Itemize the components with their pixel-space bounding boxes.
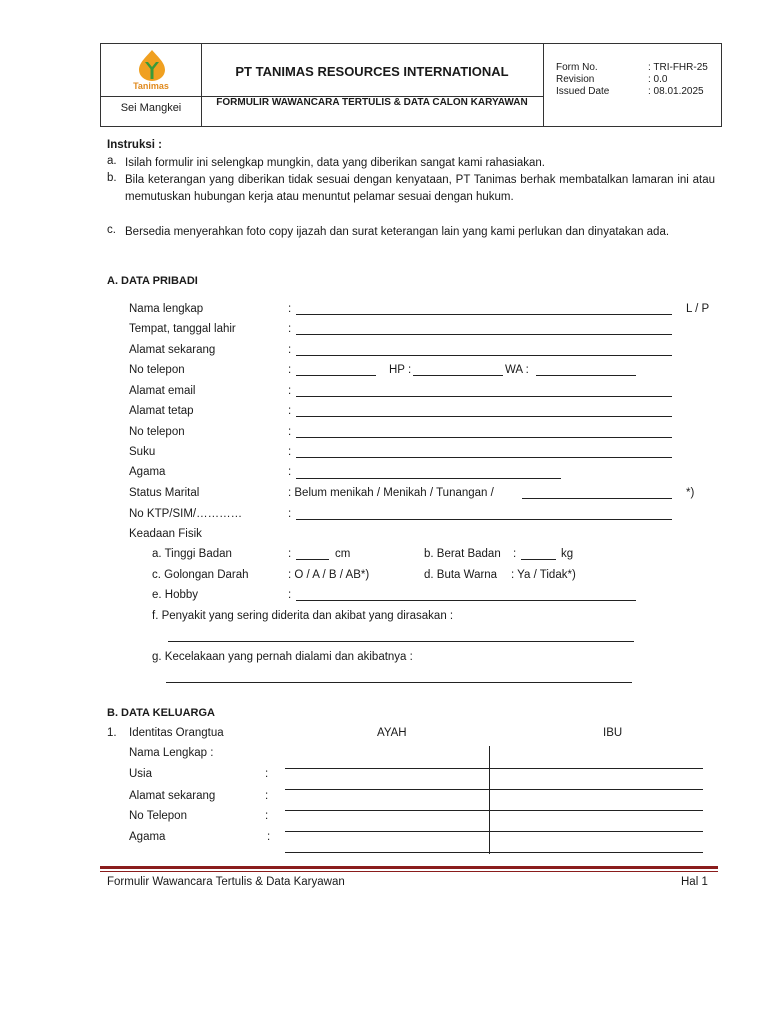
section-a-title: A. DATA PRIBADI — [107, 275, 198, 287]
accident-line[interactable] — [166, 682, 632, 683]
table-row-line[interactable] — [285, 768, 703, 769]
hp-line[interactable] — [413, 375, 503, 376]
field-colon: : — [513, 548, 517, 560]
instruction-text: Bila keterangan yang diberikan tidak sesuai dengan kenyataan, PT Tanimas berhak membatalkan lamaran ini atau memutuskan hubungan kerja atau menuntut pelamar sesuai dengan hukum. — [125, 174, 715, 203]
field-colon: : — [288, 405, 292, 417]
wa-line[interactable] — [536, 375, 636, 376]
field-colon: : — [288, 446, 292, 458]
instruction-letter: c. — [107, 224, 116, 236]
marital-other-line[interactable] — [522, 498, 672, 499]
weight-line[interactable] — [521, 559, 556, 560]
row-label-no-telepon: No Telepon — [129, 810, 187, 822]
field-label-tempat-tanggal-lahir: Tempat, tanggal lahir — [129, 323, 236, 335]
field-colon: : — [265, 810, 269, 822]
meta-value: : TRI-FHR-25 — [648, 62, 708, 73]
row-label-usia: Usia — [129, 768, 153, 780]
no-telepon-2-line[interactable] — [296, 437, 672, 438]
column-header-ibu: IBU — [603, 727, 623, 739]
field-label-alamat-tetap: Alamat tetap — [129, 405, 194, 417]
footer-rule — [100, 871, 718, 872]
instructions-title: Instruksi : — [107, 139, 162, 151]
meta-key: Revision — [556, 74, 595, 85]
alamat-email-line[interactable] — [296, 396, 672, 397]
parents-identity-label: Identitas Orangtua — [129, 727, 224, 739]
disease-line[interactable] — [168, 641, 634, 642]
row-label-alamat-sekarang: Alamat sekarang — [129, 790, 216, 802]
wa-label: WA : — [505, 364, 529, 376]
field-colon: : — [265, 790, 269, 802]
site-name: Sei Mangkei — [120, 102, 182, 114]
company-name: PT TANIMAS RESOURCES INTERNATIONAL — [235, 64, 509, 79]
hobby-line[interactable] — [296, 600, 636, 601]
accident-label: g. Kecelakaan yang pernah dialami dan akibatnya : — [152, 651, 413, 663]
meta-key: Form No. — [556, 62, 598, 73]
table-row-line[interactable] — [285, 810, 703, 811]
field-label-alamat-email: Alamat email — [129, 385, 196, 397]
instruction-letter: a. — [107, 155, 117, 167]
section-b-title: B. DATA KELUARGA — [107, 707, 215, 719]
meta-key: Issued Date — [556, 86, 610, 97]
instruction-letter: b. — [107, 172, 117, 184]
field-label-status-marital: Status Marital — [129, 487, 200, 499]
field-label-alamat-sekarang: Alamat sekarang — [129, 344, 216, 356]
field-label-agama: Agama — [129, 466, 166, 478]
height-unit: cm — [335, 548, 351, 560]
footnote-mark: *) — [686, 487, 695, 499]
field-colon: : — [288, 344, 292, 356]
suku-line[interactable] — [296, 457, 672, 458]
color-blind-options[interactable]: : Ya / Tidak*) — [511, 569, 576, 581]
field-label-nama-lengkap: Nama lengkap — [129, 303, 204, 315]
field-colon: : — [267, 831, 271, 843]
footer-rule — [100, 866, 718, 869]
weight-unit: kg — [561, 548, 574, 560]
height-line[interactable] — [296, 559, 329, 560]
item-number: 1. — [107, 727, 117, 739]
blood-type-label: c. Golongan Darah — [152, 569, 249, 581]
field-colon: : — [288, 364, 292, 376]
blood-type-options[interactable]: : O / A / B / AB*) — [288, 569, 370, 581]
height-label: a. Tinggi Badan — [152, 548, 232, 560]
table-row-line[interactable] — [285, 831, 703, 832]
field-colon: : — [288, 548, 292, 560]
weight-label: b. Berat Badan — [424, 548, 501, 560]
no-ktp-line[interactable] — [296, 519, 672, 520]
hobby-label: e. Hobby — [152, 589, 199, 601]
field-colon: : — [288, 426, 292, 438]
field-label-no-telepon-2: No telepon — [129, 426, 185, 438]
disease-label: f. Penyakit yang sering diderita dan akibat yang dirasakan : — [152, 610, 454, 622]
field-colon: : — [288, 589, 292, 601]
field-colon: : — [288, 303, 292, 315]
field-label-suku: Suku — [129, 446, 156, 458]
color-blind-label: d. Buta Warna — [424, 569, 498, 581]
form-header — [100, 43, 722, 127]
field-label-keadaan-fisik: Keadaan Fisik — [129, 528, 202, 540]
hp-label: HP : — [389, 364, 412, 376]
table-column-divider — [489, 746, 490, 854]
field-colon: : — [288, 466, 292, 478]
field-label-no-telepon: No telepon — [129, 364, 185, 376]
header-divider — [201, 44, 202, 126]
meta-value: : 0.0 — [648, 74, 668, 85]
field-label-no-ktp: No KTP/SIM/………… — [129, 508, 243, 520]
logo-text: Tanimas — [133, 81, 169, 91]
field-colon: : — [288, 385, 292, 397]
agama-line[interactable] — [296, 478, 561, 479]
header-divider — [543, 44, 544, 126]
gender-options[interactable]: L / P — [686, 303, 710, 315]
form-title: FORMULIR WAWANCARA TERTULIS & DATA CALON KARYAWAN — [216, 97, 528, 108]
tanimas-logo — [135, 48, 169, 82]
field-colon: : — [288, 508, 292, 520]
marital-options[interactable]: : Belum menikah / Menikah / Tunangan / — [288, 487, 494, 499]
column-header-ayah: AYAH — [377, 727, 407, 739]
tempat-tanggal-lahir-line[interactable] — [296, 334, 672, 335]
row-label-nama-lengkap: Nama Lengkap : — [129, 747, 214, 759]
field-colon: : — [288, 323, 292, 335]
instruction-text: Isilah formulir ini selengkap mungkin, data yang diberikan sangat kami rahasiakan. — [125, 157, 545, 169]
table-row-line[interactable] — [285, 852, 703, 853]
alamat-tetap-line[interactable] — [296, 416, 672, 417]
alamat-sekarang-line[interactable] — [296, 355, 672, 356]
field-colon: : — [265, 768, 269, 780]
footer-title: Formulir Wawancara Tertulis & Data Karyawan — [107, 876, 345, 888]
instruction-text: Bersedia menyerahkan foto copy ijazah dan surat keterangan lain yang kami perlukan dan dinyatakan ada. — [125, 226, 670, 238]
row-label-agama: Agama — [129, 831, 166, 843]
page-number: Hal 1 — [681, 876, 708, 888]
no-telepon-line[interactable] — [296, 375, 376, 376]
meta-value: : 08.01.2025 — [648, 86, 704, 97]
nama-lengkap-line[interactable] — [296, 314, 672, 315]
table-row-line[interactable] — [285, 789, 703, 790]
